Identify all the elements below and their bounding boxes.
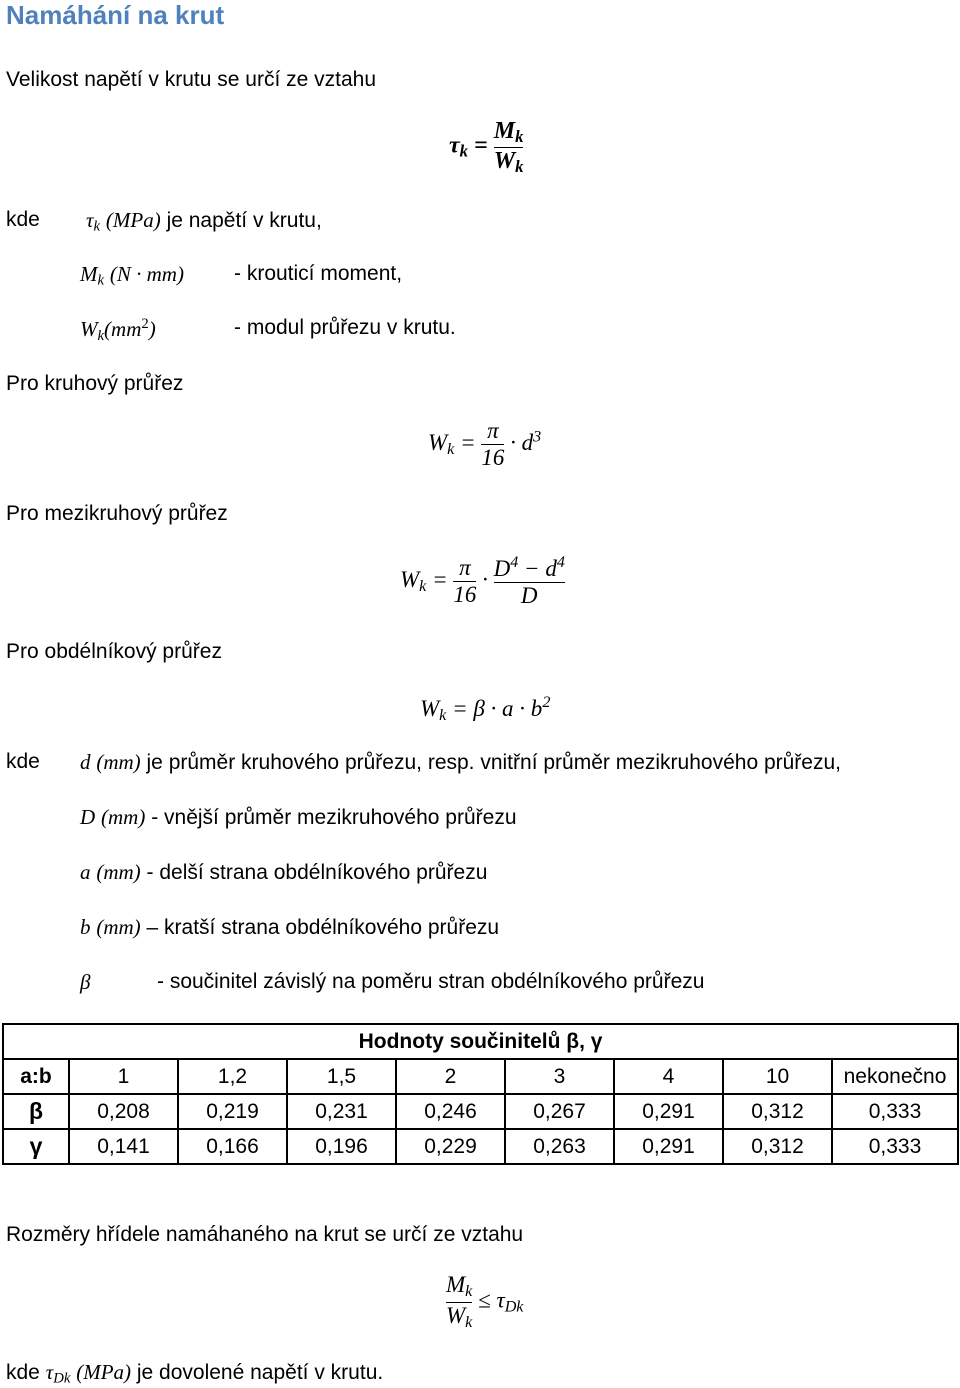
table-cell: 2 [396, 1059, 505, 1094]
table-cell: 0,291 [614, 1129, 723, 1164]
formula-main: $\tau_k$ = $\frac{M_k}{W_k}$ [449, 118, 524, 176]
table-cell: 1 [69, 1059, 178, 1094]
table-cell: 0,141 [69, 1129, 178, 1164]
formula-annulus: $W_k$ = $\frac{\pi}{16}$ · $\frac{D^4 - d^4}{D}$ [400, 554, 565, 609]
table-cell: 0,291 [614, 1094, 723, 1129]
table-cell: 0,229 [396, 1129, 505, 1164]
rect-label: Pro obdélníkový průřez [6, 640, 222, 663]
table-title: Hodnoty součinitelů β, γ [3, 1024, 958, 1059]
final-line: kde $\tau_{Dk}$ (MPa) je dovolené napětí v krutu. [6, 1360, 384, 1387]
def-d: d (mm) je průměr kruhového průřezu, resp. vnitřní průměr mezikruhového průřezu, [80, 750, 841, 774]
table-cell: 4 [614, 1059, 723, 1094]
table-cell: 0,196 [287, 1129, 396, 1164]
formula-circ: $W_k$ = $\frac{\pi}{16}$ · $d^3$ [428, 418, 542, 471]
def-beta-sym: β [80, 970, 91, 994]
row-label: γ [3, 1129, 69, 1164]
table-cell: nekonečno [832, 1059, 958, 1094]
table-row-beta [3, 1094, 958, 1129]
def-mk: $M_k$ (N · mm) [80, 262, 184, 289]
table-cell: 10 [723, 1059, 832, 1094]
table-cell: 1,2 [178, 1059, 287, 1094]
def-D: D (mm) - vnější průměr mezikruhového průřezu [80, 805, 517, 829]
annulus-label: Pro mezikruhový průřez [6, 502, 228, 525]
table-row-gamma [3, 1129, 958, 1164]
table-cell: 0,333 [832, 1129, 958, 1164]
table-cell: 0,231 [287, 1094, 396, 1129]
shaft-intro: Rozměry hřídele namáhaného na krut se určí ze vztahu [6, 1223, 524, 1246]
table-cell: 1,5 [287, 1059, 396, 1094]
table-cell: 0,333 [832, 1094, 958, 1129]
circ-label: Pro kruhový průřez [6, 372, 184, 395]
formula-rect: $W_k = \beta \cdot a \cdot b^2$ [420, 694, 551, 724]
row-label: β [3, 1094, 69, 1129]
def-b: b (mm) – kratší strana obdélníkového průřezu [80, 915, 500, 939]
table-cell: 0,219 [178, 1094, 287, 1129]
kde-label: kde [6, 208, 40, 231]
def-wk: $W_k(mm^2)$ [80, 316, 156, 344]
table-cell: 0,312 [723, 1094, 832, 1129]
row-label: a:b [3, 1059, 69, 1094]
table-cell: 0,263 [505, 1129, 614, 1164]
table-cell: 3 [505, 1059, 614, 1094]
def-a: a (mm) - delší strana obdélníkového průřezu [80, 860, 488, 884]
table-cell: 0,246 [396, 1094, 505, 1129]
def-wk-text: - modul průřezu v krutu. [234, 316, 456, 339]
table-cell: 0,208 [69, 1094, 178, 1129]
coefficient-table [2, 1023, 959, 1165]
table-cell: 0,166 [178, 1129, 287, 1164]
def-beta-text: - součinitel závislý na poměru stran obdélníkového průřezu [157, 970, 705, 993]
def-mk-text: - krouticí moment, [234, 262, 403, 285]
kde-label-2: kde [6, 750, 40, 773]
table-row-ratio [3, 1059, 958, 1094]
table-cell: 0,267 [505, 1094, 614, 1129]
table-cell: 0,312 [723, 1129, 832, 1164]
formula-shaft: $\frac{M_k}{W_k}$ ≤ $\tau_{Dk}$ [446, 1272, 524, 1331]
def-tau: $\tau_k$ (MPa) je napětí v krutu, [86, 208, 322, 235]
page-title: Namáhání na krut [6, 0, 225, 30]
intro-text: Velikost napětí v krutu se určí ze vztahu [6, 68, 377, 91]
